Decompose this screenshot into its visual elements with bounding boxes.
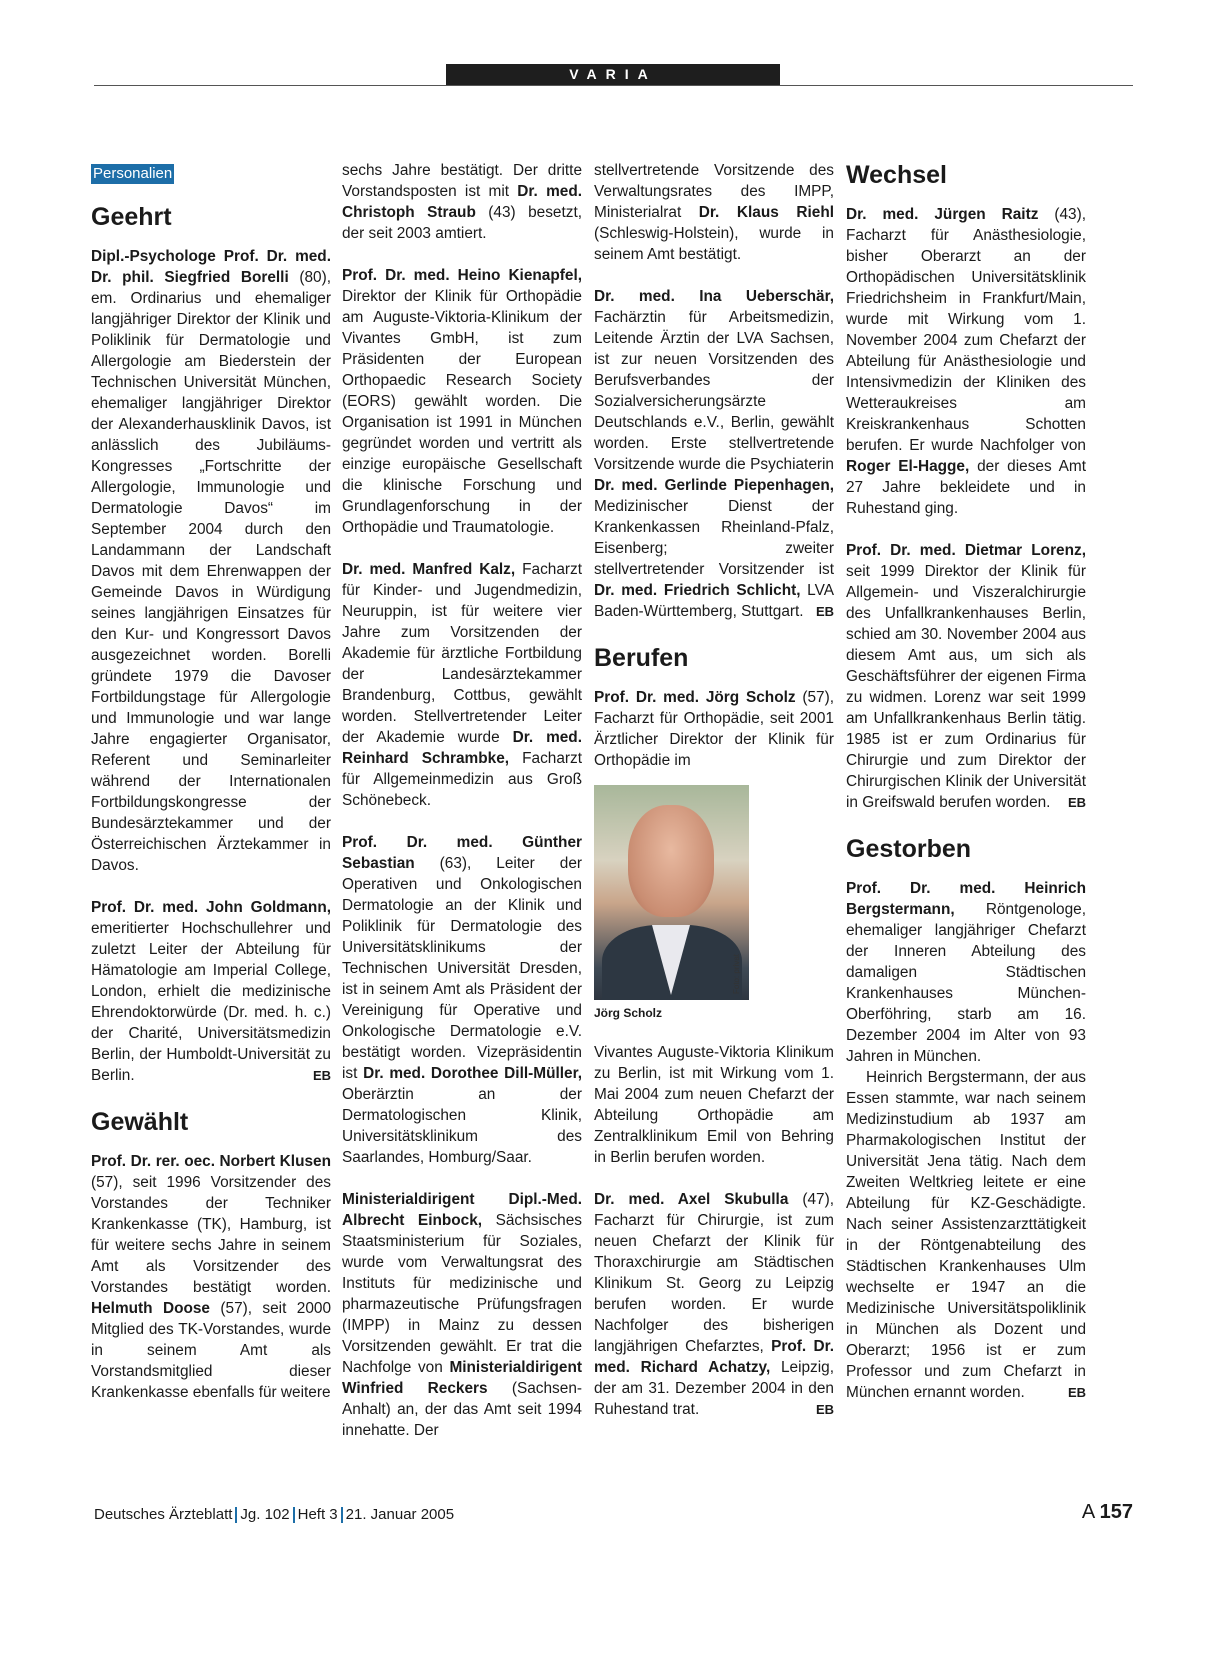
person-name: Prof. Dr. rer. oec. Norbert Klusen xyxy=(91,1153,331,1170)
column-2 xyxy=(342,160,582,1462)
person-name: Prof. Dr. med. Jörg Scholz xyxy=(594,689,796,706)
entry-text: der dieses Amt 27 Jahre bekleidete und in Ruhestand ging. xyxy=(846,458,1086,517)
person-name: Dr. med. Manfred Kalz, xyxy=(342,561,516,578)
person-name: Prof. Dr. med. Dietmar Lorenz, xyxy=(846,542,1086,559)
entry-ueberschaer xyxy=(594,286,834,622)
person-name: Dr. med. Christoph Straub xyxy=(342,183,582,221)
column-1 xyxy=(91,160,331,1424)
footer-separator xyxy=(341,1507,343,1523)
entry-text: (57), Facharzt für Orthopädie, seit 2001 Ärztlicher Direktor der Klinik für Orthopädie im xyxy=(594,689,834,769)
entry-text: (Schleswig-Holstein), wurde in seinem Amt bestätigt. xyxy=(594,225,834,263)
entry-text: Heinrich Bergstermann, der aus Essen stammte, war nach seinem Medizinstudium ab 1937 am Pharmakologischen Institut der Universität Jena tätig. Nach dem Zweiten Weltkrieg leitete er eine Abteilung für KZ-Geschädigte. Nach seiner Assistenzarzttätigkeit in der Röntgenabteilung des Städtischen Krankenhauses Ulm wechselte er 1947 an die Medizinische Universitätspoliklinik in München als Dozent und Oberarzt; 1956 ist er zum Professor und zum Chefarzt in München ernannt worden. xyxy=(846,1069,1086,1401)
entry-text: (43) besetzt, der seit 2003 amtiert. xyxy=(342,204,582,242)
entry-text: Fachärztin für Arbeitsmedizin, Leitende Ärztin der LVA Sachsen, ist zur neuen Vorsitzenden des Berufsverbandes der Sozialversicherungsärzte Deutschlands e.V., Berlin, gewählt worden. Erste stellvertretende Vorsitzende wurde die Psychiaterin xyxy=(594,309,834,473)
entry-text: Röntgenologe, ehemaliger langjähriger Chefarzt der Inneren Abteilung des damaligen Städtischen Krankenhauses München-Oberföhring, starb am 16. Dezember 2004 im Alter von 93 Jahren in München. xyxy=(846,901,1086,1065)
page-prefix: A xyxy=(1081,1501,1095,1523)
author-initials: EB xyxy=(1067,795,1086,810)
entry-goldmann xyxy=(91,897,331,1086)
entry-text: emeritierter Hochschullehrer und zuletzt Leiter der Abteilung für Hämatologie am Imperial College, London, erhielt die medizinische Ehrendoktorwürde (Dr. med. h. c.) der Charité, Universitätsmedizin Berlin, der Humboldt-Universität zu Berlin. xyxy=(91,920,331,1084)
entry-text: (63), Leiter der Operativen und Onkologischen Dermatologie an der Klinik und Poliklinik für Dermatologie des Universitätsklinikums der Technischen Universität Dresden, ist in seinem Amt als Präsident der Vereinigung für Operative und Onkologische Dermatologie e.V. bestätigt worden. Vizepräsidentin ist xyxy=(342,855,582,1082)
author-initials: EB xyxy=(312,1068,331,1083)
entry-riehl xyxy=(594,160,834,265)
author-initials: EB xyxy=(1067,1385,1086,1400)
person-name: Dr. med. Axel Skubulla xyxy=(594,1191,789,1208)
column-3 xyxy=(594,160,834,1441)
person-name: Dr. med. Jürgen Raitz xyxy=(846,206,1039,223)
entry-text: (Sachsen-Anhalt) an, der das Amt seit 1994 innehatte. Der xyxy=(342,1380,582,1439)
issue: Heft 3 xyxy=(297,1506,338,1523)
entry-straub xyxy=(342,160,582,244)
footer-separator xyxy=(235,1507,237,1523)
heading-geehrt: Geehrt xyxy=(91,203,172,231)
person-name: Prof. Dr. med. Heinrich Bergstermann, xyxy=(846,880,1086,918)
entry-kienapfel xyxy=(342,265,582,538)
page-number xyxy=(1082,1502,1133,1522)
entry-text: Sächsisches Staatsministerium für Soziales, wurde vom Verwaltungsrat des Instituts für medizinische und pharmazeutische Prüfungsfragen (IMPP) in Mainz zu dessen Vorsitzenden gewählt. Er trat die Nachfolge von xyxy=(342,1212,582,1376)
author-initials: EB xyxy=(815,604,834,619)
entry-text: Vivantes Auguste-Viktoria Klinikum zu Berlin, ist mit Wirkung vom 1. Mai 2004 zum neuen Chefarzt der Abteilung Orthopädie am Zentralklinikum Emil von Behring in Berlin berufen worden. xyxy=(594,1044,834,1166)
entry-scholz-cont xyxy=(594,1042,834,1168)
heading-berufen: Berufen xyxy=(594,644,689,672)
person-name: Dr. med. Dorothee Dill-Müller, xyxy=(363,1065,582,1082)
entry-text: Oberärztin an der Dermatologischen Klinik, Universitätsklinikum des Saarlandes, Homburg/Saar. xyxy=(342,1086,582,1166)
footer-separator xyxy=(293,1507,295,1523)
entry-raitz xyxy=(846,204,1086,519)
column-4 xyxy=(846,152,1086,1424)
entry-text: Facharzt für Allgemeinmedizin aus Groß Schönebeck. xyxy=(342,750,582,809)
entry-text: Leipzig, der am 31. Dezember 2004 in den Ruhestand trat. xyxy=(594,1359,834,1418)
entry-text: seit 1999 Direktor der Klinik für Allgemein- und Viszeralchirurgie des Unfallkrankenhauses Berlin, schied am 30. November 2004 aus diesem Amt aus, um sich als Geschäftsführer der eigenen Firma zu widmen. Lorenz war seit 1999 am Unfallkrankenhaus Berlin tätig. 1985 ist er zum Ordinarius für Chirurgie und zum Direktor der Chirurgischen Klinik der Universität in Greifswald berufen worden. xyxy=(846,563,1086,811)
photo-face xyxy=(628,805,714,917)
entry-text: sechs Jahre bestätigt. Der dritte Vorstandsposten ist mit xyxy=(342,162,582,200)
person-name: Dr. med. Friedrich Schlicht, xyxy=(594,582,801,599)
page-number-value: 157 xyxy=(1099,1501,1133,1523)
header-rule xyxy=(94,85,1133,86)
entry-text: (43), Facharzt für Anästhesiologie, bisher Oberarzt an der Orthopädischen Universitätsklinik Friedrichsheim in Frankfurt/Main, wurde mit Wirkung vom 1. November 2004 zum Chefarzt der Abteilung für Anästhesiologie und Intensivmedizin der Kliniken des Wetteraukreises am Kreiskrankenhaus Schotten berufen. Er wurde Nachfolger von xyxy=(846,206,1086,454)
entry-skubulla xyxy=(594,1189,834,1420)
entry-bergstermann xyxy=(846,878,1086,1067)
entry-klusen xyxy=(91,1151,331,1403)
issue-date: 21. Januar 2005 xyxy=(345,1506,455,1523)
person-name: Prof. Dr. med. Heino Kienapfel, xyxy=(342,267,582,284)
entry-text: stellvertretende Vorsitzende des Verwaltungsrates des IMPP, Ministerialrat xyxy=(594,162,834,221)
person-name: Dr. med. Gerlinde Piepenhagen, xyxy=(594,477,834,494)
entry-lorenz xyxy=(846,540,1086,813)
person-name: Dipl.-Psychologe Prof. Dr. med. Dr. phil. Siegfried Borelli xyxy=(91,248,331,286)
photo-credit: Foto: privat xyxy=(732,953,741,994)
heading-gewaehlt: Gewählt xyxy=(91,1108,189,1136)
person-name: Ministerialdirigent Winfried Reckers xyxy=(342,1359,582,1397)
person-name: Prof. Dr. med. Richard Achatzy, xyxy=(594,1338,834,1376)
entry-text: (80), em. Ordinarius und ehemaliger langjähriger Direktor der Klinik und Poliklinik für Dermatologie und Allergologie am Biederstein der Technischen Universität München, ehemaliger langjähriger Direktor der Alexanderhausklinik Davos, ist anlässlich des Jubiläums-Kongresses „Fortschritte der Allergologie, Immunologie und Dermatologie Davos“ im September 2004 durch den Landammann der Landschaft Davos mit dem Ehrenwappen der Gemeinde Davos in Würdigung seines langjährigen Einsatzes für den Kur- und Kongressort Davos ausgezeichnet worden. Borelli gründete 1979 die Davoser Fortbildungstage für Allergologie und Immunologie und war lange Jahre engagierter Organisator, Referent und Seminarleiter während der Internationalen Fortbildungskongresse der Bundesärztekammer und der Österreichischen Ärztekammer in Davos. xyxy=(91,269,331,874)
person-name: Prof. Dr. med. John Goldmann, xyxy=(91,899,331,916)
heading-gestorben: Gestorben xyxy=(846,835,972,863)
person-name: Roger El-Hagge, xyxy=(846,458,970,475)
section-header: VARIA xyxy=(446,64,780,85)
entry-text: LVA Baden-Württemberg, Stuttgart. xyxy=(594,582,834,620)
journal-name: Deutsches Ärzteblatt xyxy=(94,1506,233,1523)
entry-text: Medizinischer Dienst der Krankenkassen Rheinland-Pfalz, Eisenberg; zweiter stellvertretender Vorsitzender ist xyxy=(594,498,834,578)
portrait-photo xyxy=(594,785,749,1000)
entry-text: Direktor der Klinik für Orthopädie am Auguste-Viktoria-Klinikum der Vivantes GmbH, ist zum Präsidenten der European Orthopaedic Research Society (EORS) gewählt worden. Die Organisation ist 1991 in München gegründet worden und vertritt als einzige europäische Gesellschaft die klinische Forschung und Grundlagenforschung in der Orthopädie und Traumatologie. xyxy=(342,288,582,536)
entry-text: (57), seit 2000 Mitglied des TK-Vorstandes, wurde in seinem Amt als Vorstandsmitglied dieser Krankenkasse ebenfalls für weitere xyxy=(91,1300,332,1401)
person-name: Dr. med. Ina Ueberschär, xyxy=(594,288,834,305)
entry-kalz xyxy=(342,559,582,811)
page-footer xyxy=(94,1501,1133,1525)
person-name: Ministerialdirigent Dipl.-Med. Albrecht Einbock, xyxy=(342,1191,582,1229)
entry-text: (47), Facharzt für Chirurgie, ist zum neuen Chefarzt der Klinik für Thoraxchirurgie am Städtischen Klinikum St. Georg zu Leipzig berufen worden. Er wurde Nachfolger des bisherigen langjährigen Chefarztes, xyxy=(594,1191,835,1355)
photo-caption: Jörg Scholz xyxy=(594,1006,663,1020)
entry-bergstermann-bio xyxy=(846,1067,1086,1403)
entry-einbock xyxy=(342,1189,582,1441)
entry-scholz xyxy=(594,687,834,771)
entry-text: Facharzt für Kinder- und Jugendmedizin, Neuruppin, ist für weitere vier Jahre zum Vorsitzenden der Akademie für ärztliche Fortbildung der Landesärztekammer Brandenburg, Cottbus, gewählt worden. Stellvertretender Leiter der Akademie wurde xyxy=(342,561,582,746)
entry-sebastian xyxy=(342,832,582,1168)
person-name: Dr. Klaus Riehl xyxy=(698,204,834,221)
rubric-label: Personalien xyxy=(93,165,173,182)
person-name: Dr. med. Reinhard Schrambke, xyxy=(342,729,582,767)
person-name: Helmuth Doose xyxy=(91,1300,210,1317)
volume: Jg. 102 xyxy=(240,1506,290,1523)
person-name: Prof. Dr. med. Günther Sebastian xyxy=(342,834,582,872)
author-initials: EB xyxy=(815,1402,834,1417)
entry-borelli xyxy=(91,246,331,876)
heading-wechsel: Wechsel xyxy=(846,161,947,189)
entry-text: (57), seit 1996 Vorsitzender des Vorstandes der Techniker Krankenkasse (TK), Hamburg, ist für weitere sechs Jahre in seinem Amt als Vorsitzender des Vorstandes bestätigt worden. xyxy=(91,1174,331,1296)
